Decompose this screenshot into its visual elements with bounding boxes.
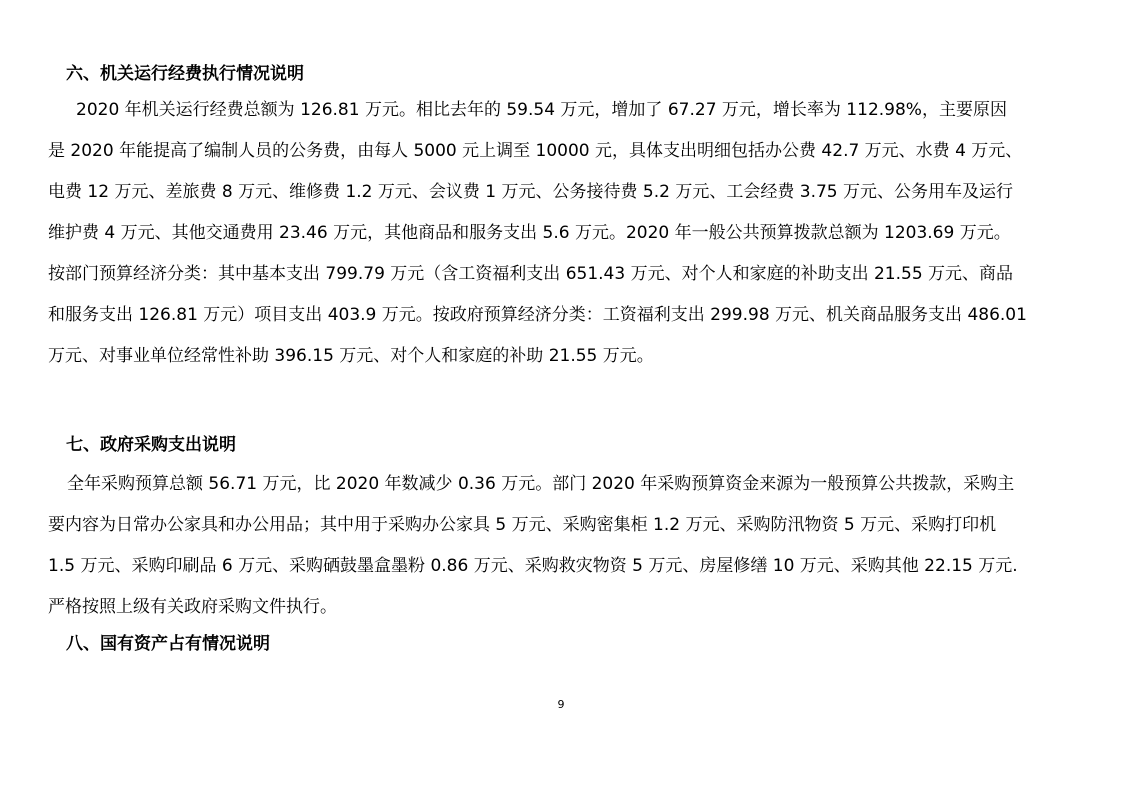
paragraph-line: 电费 12 万元、差旅费 8 万元、维修费 1.2 万元、会议费 1 万元、公务接待费 5.2 万元、工会经费 3.75 万元、公务用车及运行 bbox=[48, 182, 1014, 202]
section-6-heading: 六、机关运行经费执行情况说明 bbox=[66, 64, 304, 84]
paragraph-line: 1.5 万元、采购印刷品 6 万元、采购硒鼓墨盒墨粉 0.86 万元、采购救灾物资 5 万元、房屋修缮 10 万元、采购其他 22.15 万元. bbox=[48, 556, 1018, 576]
paragraph-line: 和服务支出 126.81 万元）项目支出 403.9 万元。按政府预算经济分类：工资福利支出 299.98 万元、机关商品服务支出 486.01 bbox=[48, 305, 1027, 325]
paragraph-line: 按部门预算经济分类：其中基本支出 799.79 万元（含工资福利支出 651.43 万元、对个人和家庭的补助支出 21.55 万元、商品 bbox=[48, 264, 1014, 284]
paragraph-line: 维护费 4 万元、其他交通费用 23.46 万元，其他商品和服务支出 5.6 万元。2020 年一般公共预算拨款总额为 1203.69 万元。 bbox=[48, 223, 1011, 243]
paragraph-line: 要内容为日常办公家具和办公用品；其中用于采购办公家具 5 万元、采购密集柜 1.2 万元、采购防汛物资 5 万元、采购打印机 bbox=[48, 515, 997, 535]
paragraph-line: 2020 年机关运行经费总额为 126.81 万元。相比去年的 59.54 万元，增加了 67.27 万元，增长率为 112.98%，主要原因 bbox=[76, 100, 1007, 120]
page-number: 9 bbox=[557, 698, 565, 711]
paragraph-line: 全年采购预算总额 56.71 万元，比 2020 年数减少 0.36 万元。部门 2020 年采购预算资金来源为一般预算公共拨款，采购主 bbox=[67, 474, 1015, 494]
paragraph-line: 万元、对事业单位经常性补助 396.15 万元、对个人和家庭的补助 21.55 万元。 bbox=[48, 346, 654, 366]
section-6-paragraph bbox=[48, 90, 1076, 377]
paragraph-line: 严格按照上级有关政府采购文件执行。 bbox=[48, 597, 337, 617]
section-7-heading: 七、政府采购支出说明 bbox=[66, 435, 236, 455]
paragraph-line: 是 2020 年能提高了编制人员的公务费，由每人 5000 元上调至 10000 元，具体支出明细包括办公费 42.7 万元、水费 4 万元、 bbox=[48, 141, 1023, 161]
section-7-paragraph bbox=[48, 464, 1076, 628]
section-8-heading: 八、国有资产占有情况说明 bbox=[66, 634, 270, 654]
